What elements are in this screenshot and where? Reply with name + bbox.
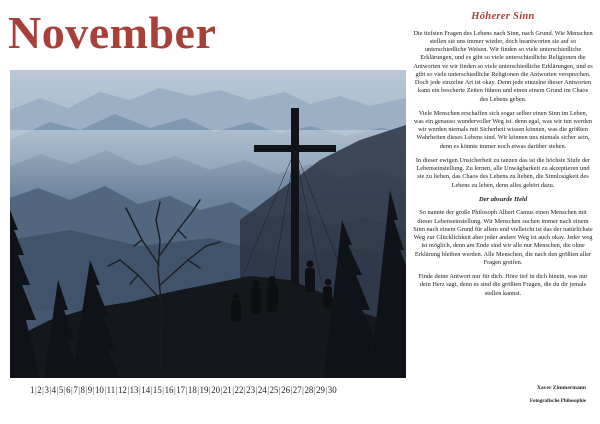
calendar-day: 28 bbox=[304, 385, 314, 395]
calendar-day: 22 bbox=[234, 385, 244, 395]
day-separator: | bbox=[63, 385, 66, 395]
day-separator: | bbox=[243, 385, 246, 395]
month-title: November bbox=[8, 7, 217, 58]
day-separator: | bbox=[232, 385, 235, 395]
day-separator: | bbox=[115, 385, 118, 395]
calendar-day: 12 bbox=[117, 385, 127, 395]
calendar-day: 11 bbox=[106, 385, 116, 395]
landscape-image bbox=[10, 70, 406, 378]
calendar-day: 25 bbox=[269, 385, 279, 395]
calendar-day: 14 bbox=[141, 385, 151, 395]
article-title: Höherer Sinn bbox=[471, 11, 535, 22]
calendar-day: 29 bbox=[316, 385, 325, 395]
calendar-day: 20 bbox=[211, 385, 221, 395]
day-separator: | bbox=[255, 385, 258, 395]
day-separator: | bbox=[85, 385, 88, 395]
day-separator: | bbox=[150, 385, 153, 395]
day-separator: | bbox=[313, 385, 316, 395]
article-paragraph: In dieser ewigen Unsicherheit zu tanzen das ist die höchste Stufe der Lebenseinstellung. Zu lernen, alle Unwägbarkeit zu akzeptieren und sie zu lieben, das Chaos des Lebens zu lieben, die Sinnlosigkeit des Lebens zu leben, denn alles gehört dazu. bbox=[415, 156, 591, 189]
day-separator: | bbox=[162, 385, 165, 395]
day-separator: | bbox=[92, 385, 95, 395]
calendar-day: 6 bbox=[66, 385, 71, 395]
mountain-summit-cross-photo bbox=[10, 70, 406, 378]
day-separator: | bbox=[325, 385, 328, 395]
article bbox=[413, 10, 593, 380]
day-separator: | bbox=[42, 385, 44, 395]
calendar-day: 17 bbox=[176, 385, 186, 395]
day-separator: | bbox=[56, 385, 59, 395]
calendar-day: 8 bbox=[80, 385, 85, 395]
calendar-day: 21 bbox=[222, 385, 232, 395]
calendar-day: 23 bbox=[246, 385, 256, 395]
day-separator: | bbox=[290, 385, 293, 395]
calendar-days-row bbox=[30, 384, 337, 396]
calendar-day: 3 bbox=[44, 385, 49, 395]
day-separator: | bbox=[267, 385, 269, 395]
article-paragraph: Viele Menschen erschaffen sich sogar selber einen Sinn im Leben, was ein genauso wundervoller Weg ist. denn egal, was wir tun werden wir werden niemals mit Sicherheit wissen können, was die größten Wahrheiten dieses Lebens sind. Wir können uns niemals sicher sein, denn es könnte immer noch etwas darüber stehen. bbox=[413, 109, 593, 150]
calendar-day: 19 bbox=[199, 385, 209, 395]
calendar-day: 7 bbox=[73, 385, 78, 395]
calendar-day: 1 bbox=[30, 385, 35, 395]
calendar-day: 13 bbox=[129, 385, 139, 395]
credit-author: Xaver Zimmermann bbox=[536, 385, 586, 391]
article-paragraph: Die tiefsten Fragen des Lebens nach Sinn, nach Grund. Wie Menschen stellen sie uns immer wieder, doch beantworten sie auf so unterschiedliche Weisen. Wir finden so viele unterschiedliche Erklärungen, und es gibt so viele unterschiedliche Religionen die Antworten ve wir finden so viele unterschiedliche Erklärungen, und es gibt so viele unterschiedliche Religionen die Antworten versprechen. Doch jede einzelne Art ist okay. Denn jede einzelne dieser Antworten kann ein bescherte Zeiten führen und einen einem Grund im Chaos des Lebens geben. bbox=[413, 29, 593, 103]
day-separator: | bbox=[71, 385, 73, 395]
calendar-day: 16 bbox=[164, 385, 174, 395]
calendar-day: 18 bbox=[187, 385, 197, 395]
calendar-day: 10 bbox=[94, 385, 104, 395]
day-separator: | bbox=[49, 385, 52, 395]
day-separator: | bbox=[34, 385, 37, 395]
article-paragraph: Finde deine Antwort nur für dich. Höre tief in dich hinein, was nur dein Herz sagt, denn es sind die größten Fragen, die du dir jemals stellen kannst. bbox=[418, 273, 588, 297]
day-separator: | bbox=[185, 385, 188, 395]
calendar-day: 26 bbox=[281, 385, 291, 395]
day-separator: | bbox=[278, 385, 281, 395]
day-separator: | bbox=[127, 385, 130, 395]
calendar-day: 4 bbox=[51, 385, 57, 395]
calendar-day: 9 bbox=[87, 385, 93, 395]
day-separator: | bbox=[197, 385, 200, 395]
day-separator: | bbox=[104, 385, 107, 395]
calendar-day: 24 bbox=[257, 385, 267, 395]
day-separator: | bbox=[208, 385, 211, 395]
day-separator: | bbox=[302, 385, 304, 395]
day-separator: | bbox=[78, 385, 81, 395]
calendar-day: 30 bbox=[327, 385, 337, 395]
day-separator: | bbox=[173, 385, 176, 395]
day-separator: | bbox=[220, 385, 223, 395]
calendar-day: 15 bbox=[152, 385, 162, 395]
calendar-day: 5 bbox=[58, 385, 64, 395]
calendar-day: 27 bbox=[292, 385, 302, 395]
credit-project: Fotografische Philosophie bbox=[529, 398, 586, 404]
photo-credit bbox=[530, 385, 586, 404]
calendar-day: 2 bbox=[37, 385, 42, 395]
day-separator: | bbox=[138, 385, 141, 395]
article-paragraph: So nannte der große Philosoph Albert Camus einen Menschen mit dieser Lebenseinstellung. Wir Menschen suchen immer nach einem Sinn nach einem Grund für allem und vielleicht ist das der natürlichste Weg zur Glücklichkeit aber jeder andere Weg ist auch okay. Jeder weg ist möglich, denn am Ende sind wir alle nur Menschen, die ohne Erklärung bleiben werden. Alle Menschen, die nach den größten aller Fragen greifen. bbox=[413, 209, 593, 266]
article-subheading: Der absurde Held bbox=[478, 195, 528, 203]
